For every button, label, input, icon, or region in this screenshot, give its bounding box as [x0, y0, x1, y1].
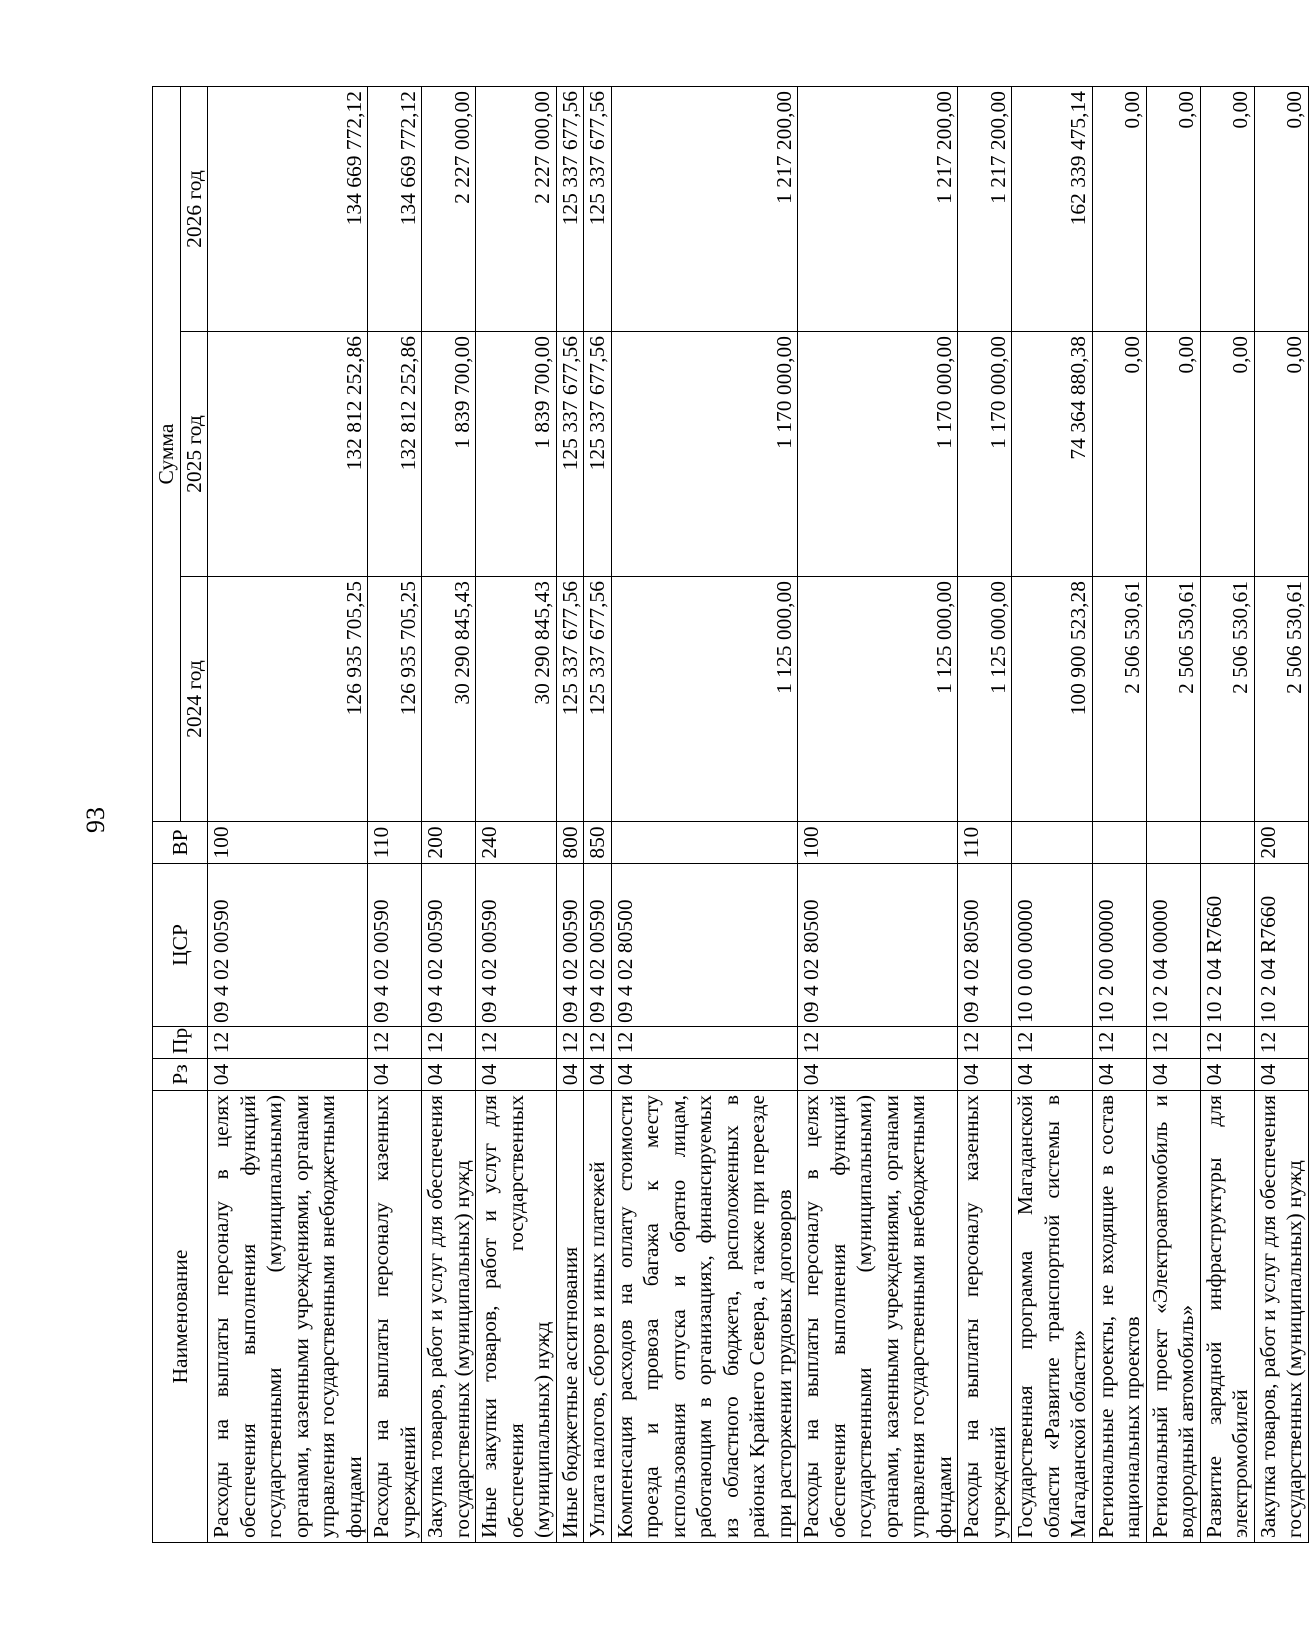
table-row: [1200, 87, 1254, 1543]
row-vr: 850: [584, 822, 612, 864]
table-row: [1092, 87, 1146, 1543]
row-csr: 09 4 02 80500: [798, 864, 958, 1027]
row-rz: 04: [1146, 1059, 1200, 1091]
row-2025: 0,00: [1146, 332, 1200, 577]
row-rz: 04: [1200, 1059, 1254, 1091]
row-2026: 125 337 677,56: [556, 87, 584, 332]
row-pr: 12: [798, 1027, 958, 1059]
row-pr: 12: [1092, 1027, 1146, 1059]
row-2026: 0,00: [1200, 87, 1254, 332]
table-row: [208, 87, 368, 1543]
header-rz: Рз: [153, 1059, 208, 1091]
row-csr: 09 4 02 80500: [611, 864, 798, 1027]
row-csr: 10 2 04 00000: [1146, 864, 1200, 1027]
rotated-table-container: [152, 87, 1306, 1543]
row-2024: 30 290 845,43: [476, 577, 557, 822]
row-2026: 162 339 475,14: [1012, 87, 1093, 332]
row-2024: 2 506 530,61: [1200, 577, 1254, 822]
row-rz: 04: [584, 1059, 612, 1091]
row-2025: 1 170 000,00: [958, 332, 1012, 577]
row-csr: 10 2 04 R7660: [1254, 864, 1308, 1027]
row-rz: 04: [476, 1059, 557, 1091]
header-2024: 2024 год: [180, 577, 208, 822]
row-vr: 100: [208, 822, 368, 864]
row-pr: 12: [556, 1027, 584, 1059]
row-2025: 0,00: [1092, 332, 1146, 577]
row-name: Компенсация расходов на оплату стоимости проезда и провоза багажа к месту использования отпуска и обратно лицам, работающим в организациях, финансируемых из областного бюджета, расположенных в районах Крайнего Севера, а также при переезде при расторжении трудовых договоров: [611, 1091, 798, 1543]
header-csr: ЦСР: [153, 864, 208, 1027]
table-row: [1012, 87, 1093, 1543]
row-2024: 126 935 705,25: [208, 577, 368, 822]
row-2026: 2 227 000,00: [476, 87, 557, 332]
row-rz: 04: [208, 1059, 368, 1091]
row-vr: 100: [798, 822, 958, 864]
row-name: Закупка товаров, работ и услуг для обеспечения государственных (муниципальных) нужд: [1254, 1091, 1308, 1543]
row-2025: 1 839 700,00: [476, 332, 557, 577]
row-vr: [1200, 822, 1254, 864]
row-rz: 04: [422, 1059, 476, 1091]
row-csr: 09 4 02 00590: [208, 864, 368, 1027]
header-name: Наименование: [153, 1091, 208, 1543]
table-row: [422, 87, 476, 1543]
table-row: [556, 87, 584, 1543]
row-vr: [611, 822, 798, 864]
row-csr: 09 4 02 00590: [422, 864, 476, 1027]
table-row: [958, 87, 1012, 1543]
row-name: Расходы на выплаты персоналу казенных учреждений: [958, 1091, 1012, 1543]
row-2024: 126 935 705,25: [368, 577, 422, 822]
row-csr: 09 4 02 80500: [958, 864, 1012, 1027]
row-2024: 1 125 000,00: [611, 577, 798, 822]
row-2026: 0,00: [1254, 87, 1308, 332]
header-row-1: [153, 87, 181, 1543]
row-vr: 240: [476, 822, 557, 864]
row-2026: 1 217 200,00: [611, 87, 798, 332]
row-2025: 0,00: [1200, 332, 1254, 577]
row-2026: 134 669 772,12: [208, 87, 368, 332]
row-name: Уплата налогов, сборов и иных платежей: [584, 1091, 612, 1543]
row-vr: 110: [368, 822, 422, 864]
row-pr: 12: [208, 1027, 368, 1059]
row-2024: 2 506 530,61: [1254, 577, 1308, 822]
row-pr: 12: [1146, 1027, 1200, 1059]
row-2025: 1 170 000,00: [798, 332, 958, 577]
row-name: Иные закупки товаров, работ и услуг для обеспечения государственных (муниципальных) нужд: [476, 1091, 557, 1543]
row-csr: 09 4 02 00590: [476, 864, 557, 1027]
table-row: [798, 87, 958, 1543]
row-name: Расходы на выплаты персоналу в целях обеспечения выполнения функций государственными (муниципальными) органами, казенными учреждениями, органами управления государственными внебюджетными фондами: [798, 1091, 958, 1543]
header-pr: Пр: [153, 1027, 208, 1059]
header-2025: 2025 год: [180, 332, 208, 577]
row-rz: 04: [1254, 1059, 1308, 1091]
row-2025: 0,00: [1254, 332, 1308, 577]
row-2024: 1 125 000,00: [958, 577, 1012, 822]
row-name: Иные бюджетные ассигнования: [556, 1091, 584, 1543]
budget-table: [152, 86, 1309, 1543]
row-rz: 04: [1092, 1059, 1146, 1091]
row-rz: 04: [611, 1059, 798, 1091]
table-row: [611, 87, 798, 1543]
row-name: Региональные проекты, не входящие в состав национальных проектов: [1092, 1091, 1146, 1543]
table-row: [476, 87, 557, 1543]
row-name: Расходы на выплаты персоналу казенных учреждений: [368, 1091, 422, 1543]
row-pr: 12: [422, 1027, 476, 1059]
row-2025: 125 337 677,56: [556, 332, 584, 577]
header-2026: 2026 год: [180, 87, 208, 332]
row-pr: 12: [584, 1027, 612, 1059]
row-2026: 134 669 772,12: [368, 87, 422, 332]
row-vr: 800: [556, 822, 584, 864]
row-vr: [1146, 822, 1200, 864]
row-2026: 1 217 200,00: [958, 87, 1012, 332]
row-vr: [1092, 822, 1146, 864]
row-2025: 74 364 880,38: [1012, 332, 1093, 577]
row-2025: 1 839 700,00: [422, 332, 476, 577]
row-csr: 09 4 02 00590: [584, 864, 612, 1027]
row-name: Расходы на выплаты персоналу в целях обеспечения выполнения функций государственными (муниципальными) органами, казенными учреждениями, органами управления государственными внебюджетными фондами: [208, 1091, 368, 1543]
row-2026: 1 217 200,00: [798, 87, 958, 332]
row-csr: 09 4 02 00590: [556, 864, 584, 1027]
row-2026: 0,00: [1092, 87, 1146, 332]
row-vr: 110: [958, 822, 1012, 864]
row-rz: 04: [798, 1059, 958, 1091]
row-name: Государственная программа Магаданской области «Развитие транспортной системы в Магаданской области»: [1012, 1091, 1093, 1543]
row-pr: 12: [1254, 1027, 1308, 1059]
row-rz: 04: [1012, 1059, 1093, 1091]
row-vr: 200: [422, 822, 476, 864]
row-pr: 12: [611, 1027, 798, 1059]
row-2026: 0,00: [1146, 87, 1200, 332]
table-row: [368, 87, 422, 1543]
row-2025: 125 337 677,56: [584, 332, 612, 577]
table-row: [584, 87, 612, 1543]
row-2024: 125 337 677,56: [556, 577, 584, 822]
row-2024: 125 337 677,56: [584, 577, 612, 822]
row-2025: 132 812 252,86: [208, 332, 368, 577]
row-rz: 04: [958, 1059, 1012, 1091]
row-2026: 125 337 677,56: [584, 87, 612, 332]
row-pr: 12: [1200, 1027, 1254, 1059]
row-rz: 04: [368, 1059, 422, 1091]
row-rz: 04: [556, 1059, 584, 1091]
row-pr: 12: [368, 1027, 422, 1059]
table-row: [1254, 87, 1308, 1543]
row-2024: 1 125 000,00: [798, 577, 958, 822]
header-vr: ВР: [153, 822, 208, 864]
row-csr: 10 2 04 R7660: [1200, 864, 1254, 1027]
page-number: 93: [81, 807, 110, 833]
row-csr: 10 2 00 00000: [1092, 864, 1146, 1027]
row-2025: 1 170 000,00: [611, 332, 798, 577]
row-2024: 100 900 523,28: [1012, 577, 1093, 822]
row-pr: 12: [958, 1027, 1012, 1059]
row-csr: 10 0 00 00000: [1012, 864, 1093, 1027]
row-pr: 12: [476, 1027, 557, 1059]
row-pr: 12: [1012, 1027, 1093, 1059]
table-row: [1146, 87, 1200, 1543]
row-2024: 2 506 530,61: [1092, 577, 1146, 822]
row-2024: 30 290 845,43: [422, 577, 476, 822]
row-vr: 200: [1254, 822, 1308, 864]
header-sum: Сумма: [153, 87, 181, 822]
row-2025: 132 812 252,86: [368, 332, 422, 577]
row-name: Региональный проект «Электроавтомобиль и водородный автомобиль»: [1146, 1091, 1200, 1543]
row-2026: 2 227 000,00: [422, 87, 476, 332]
row-2024: 2 506 530,61: [1146, 577, 1200, 822]
row-name: Развитие зарядной инфраструктуры для электромобилей: [1200, 1091, 1254, 1543]
row-vr: [1012, 822, 1093, 864]
row-csr: 09 4 02 00590: [368, 864, 422, 1027]
row-name: Закупка товаров, работ и услуг для обеспечения государственных (муниципальных) нужд: [422, 1091, 476, 1543]
